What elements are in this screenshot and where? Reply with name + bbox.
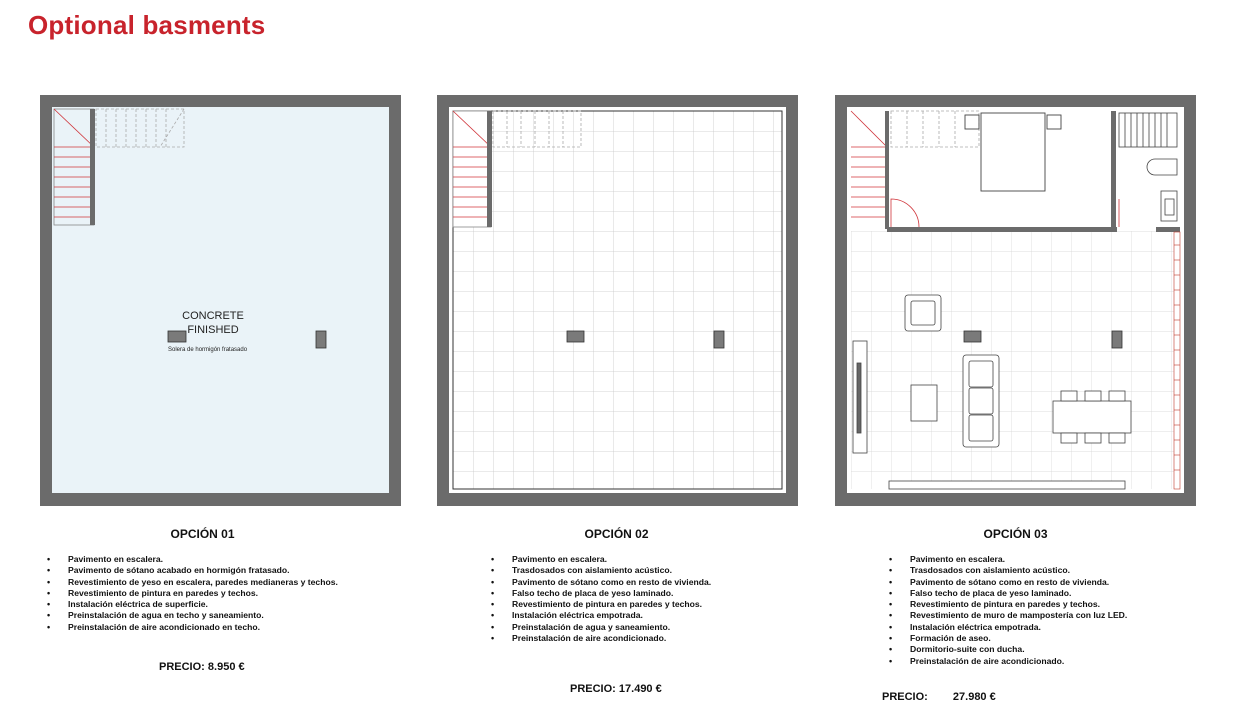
list-item: • Pavimento de sótano como en resto de vivienda. [884, 577, 1127, 588]
list-item: • Preinstalación de aire acondicionado en techo. [42, 622, 338, 633]
price-label: PRECIO: [159, 661, 205, 673]
page-title: Optional basments [28, 10, 266, 40]
option-01-feature-list [42, 554, 338, 633]
sofa-icon [963, 355, 999, 447]
tv-unit-icon [853, 341, 867, 453]
list-item: • Revestimiento de pintura en paredes y techos. [884, 599, 1127, 610]
option-02-title: OPCIÓN 02 [584, 527, 649, 541]
list-item: • Revestimiento de pintura en paredes y techos. [42, 588, 338, 599]
option-03-title: OPCIÓN 03 [983, 527, 1048, 541]
price-value: 17.490 € [618, 683, 662, 695]
option-03-feature-list [884, 554, 1127, 667]
list-item: • Instalación eléctrica de superficie. [42, 599, 338, 610]
list-item: • Preinstalación de aire acondicionado. [884, 656, 1127, 667]
list-item: • Instalación eléctrica empotrada. [486, 610, 711, 621]
column-icon [316, 331, 326, 348]
list-item: • Revestimiento de pintura en paredes y techos. [486, 599, 711, 610]
list-item: • Preinstalación de agua y saneamiento. [486, 622, 711, 633]
coffee-table-icon [911, 385, 937, 421]
list-item: • Instalación eléctrica empotrada. [884, 622, 1127, 633]
list-item: • Pavimento de sótano acabado en hormigón fratasado. [42, 565, 338, 576]
list-item: • Formación de aseo. [884, 633, 1127, 644]
list-item: • Pavimento en escalera. [42, 554, 338, 565]
list-item: • Falso techo de placa de yeso laminado. [884, 588, 1127, 599]
price-label: PRECIO: [882, 691, 928, 703]
option-03-price [882, 691, 996, 703]
floor-plan-option-03 [835, 95, 1196, 506]
list-item: • Pavimento en escalera. [486, 554, 711, 565]
option-02-feature-list [486, 554, 711, 644]
column-icon [1112, 331, 1122, 348]
list-item: • Falso techo de placa de yeso laminado. [486, 588, 711, 599]
list-item: • Pavimento en escalera. [884, 554, 1127, 565]
plan-sublabel: Solera de hormigón fratasado [168, 347, 248, 353]
list-item: • Trasdosados con aislamiento acústico. [884, 565, 1127, 576]
plan-label-line1: CONCRETE [182, 310, 244, 322]
list-item: • Revestimiento de muro de mampostería con luz LED. [884, 610, 1127, 621]
list-item: • Preinstalación de aire acondicionado. [486, 633, 711, 644]
column-icon [964, 331, 981, 342]
armchair-icon [905, 295, 941, 331]
list-item: • Revestimiento de yeso en escalera, paredes medianeras y techos. [42, 577, 338, 588]
plan-label-line2: FINISHED [187, 324, 239, 336]
column-icon [567, 331, 584, 342]
list-item: • Pavimento de sótano como en resto de vivienda. [486, 577, 711, 588]
dining-table-icon [1053, 391, 1131, 443]
list-item: • Preinstalación de agua en techo y saneamiento. [42, 610, 338, 621]
column-icon [168, 331, 186, 342]
option-02-price [570, 683, 662, 695]
floor-plan-option-02 [437, 95, 798, 506]
option-01-price [159, 661, 245, 673]
price-value: 27.980 € [952, 691, 996, 703]
floor-plan-option-01 [40, 95, 401, 506]
option-01-title: OPCIÓN 01 [170, 527, 235, 541]
column-icon [714, 331, 724, 348]
price-value: 8.950 € [207, 661, 245, 673]
price-label: PRECIO: [570, 683, 616, 695]
list-item: • Trasdosados con aislamiento acústico. [486, 565, 711, 576]
stone-wall-icon [1174, 232, 1180, 489]
list-item: • Dormitorio-suite con ducha. [884, 644, 1127, 655]
